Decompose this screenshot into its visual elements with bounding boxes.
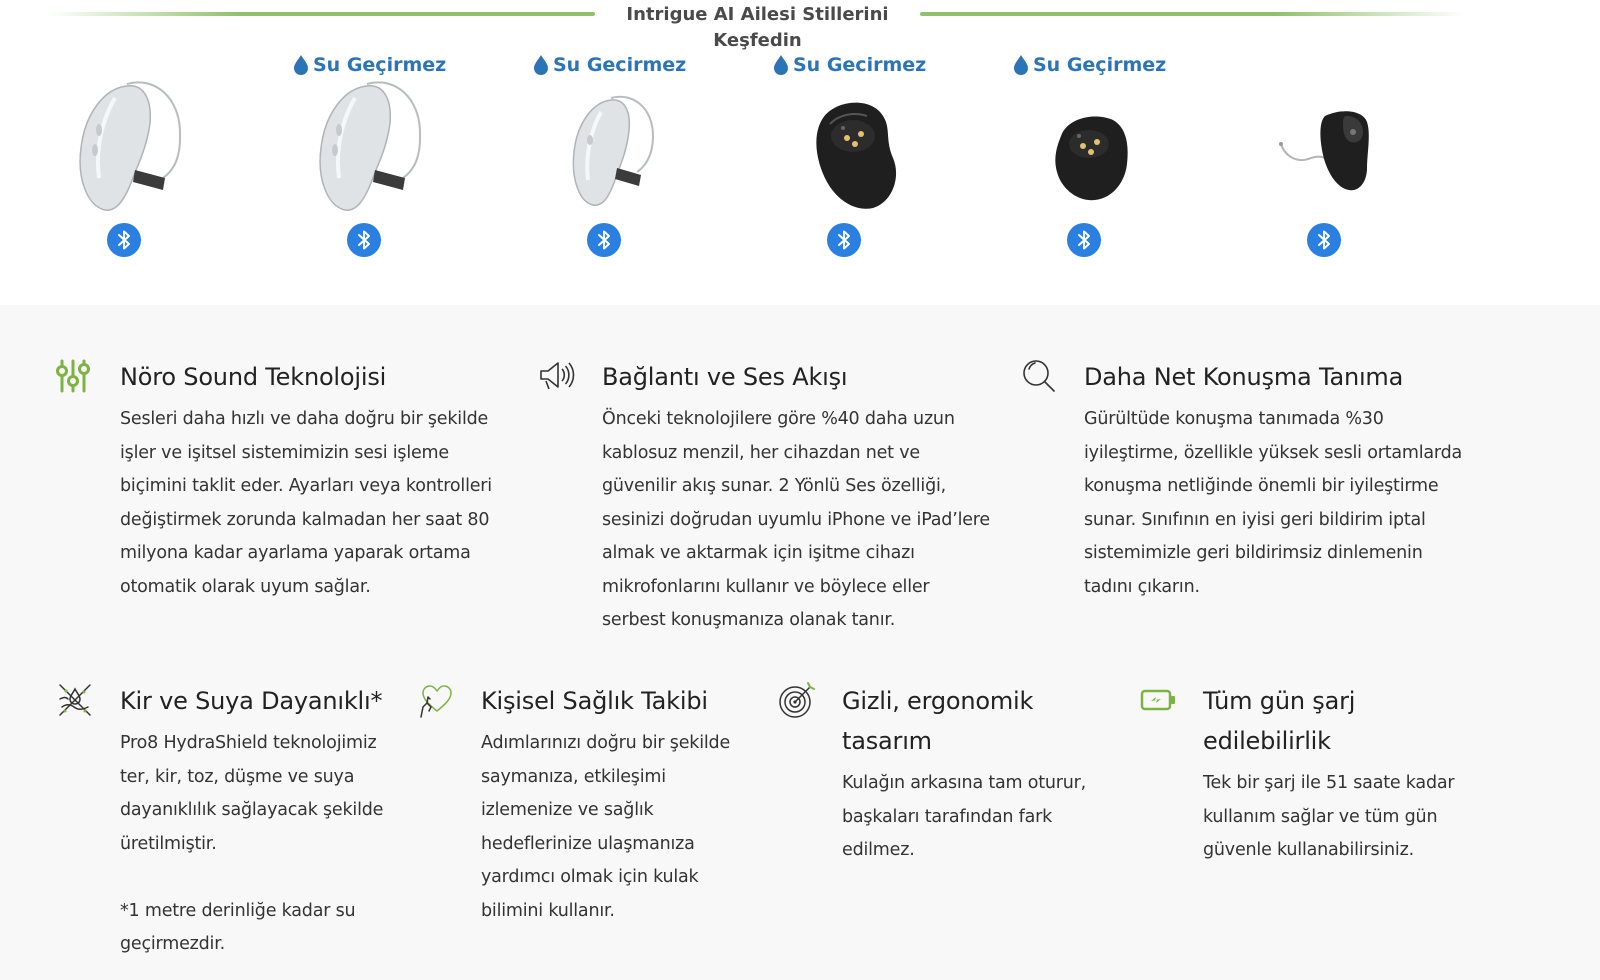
feature-description: Tek bir şarj ile 51 saate kadar kullanım sağlar ve tüm gün güvenle kullanabilirsiniz. [1203,773,1455,860]
product-card[interactable] [985,48,1185,268]
bluetooth-icon [1307,223,1341,257]
waterproof-badge [1012,54,1166,76]
section-title: Intrigue AI Ailesi Stillerini Keşfedin [626,4,889,51]
waterproof-label: Su Geçirmez [313,54,447,76]
battery-charging-icon [1139,681,1177,719]
ric-hearing-aid-silver-small-icon [535,78,675,218]
waterproof-label: Su Gecirmez [793,54,927,76]
ite-hearing-aid-black-icon [775,78,915,218]
water-drop-icon [772,54,790,76]
sliders-icon [56,357,94,395]
feature-title: Nöro Sound Teknolojisi [120,363,387,391]
waterproof-label: Su Gecirmez [553,54,687,76]
heart-health-icon [417,681,455,719]
feature-title: Gizli, ergonomik tasarım [842,687,1034,755]
cic-hearing-aid-black-icon [1255,78,1395,218]
feature-description: Sesleri daha hızlı ve daha doğru bir şekilde işler ve işitsel sistemimizin sesi işleme biçimini taklit eder. Ayarları veya kontrolleri değiştirmek zorunda kalmadan her saat 80 milyona kadar ayarlama yaparak ortama otomatik olarak uyum sağlar. [120,409,492,597]
feature-title: Kir ve Suya Dayanıklı* [120,687,383,715]
feature-description: Kulağın arkasına tam oturur, başkaları tarafından fark edilmez. [842,773,1087,860]
feature-title: Kişisel Sağlık Takibi [481,687,708,715]
feature-description: Pro8 HydraShield teknolojimiz ter, kir, toz, düşme ve suya dayanıklılık sağlayacak şekilde üretilmiştir. *1 metre derinliğe kadar su geçirmezdir. [120,733,384,954]
ric-hearing-aid-silver-icon [55,78,195,218]
water-drop-icon [532,54,550,76]
features-section [0,305,1600,980]
target-icon [778,681,816,719]
feature-description: Önceki teknolojilere göre %40 daha uzun kablosuz menzil, her cihazdan net ve güvenilir akış sunar. 2 Yönlü Ses özelliği, sesinizi doğrudan uyumlu iPhone ve iPad’lere almak ve aktarmak için işitme cihazı mikrofonlarını kullanır ve böylece eller serbest konuşmanıza olanak tanır. [602,409,990,630]
product-card[interactable] [265,48,465,268]
product-family-section [0,0,1600,305]
product-list [0,0,1600,305]
feature-title: Daha Net Konuşma Tanıma [1084,363,1404,391]
waterproof-badge [772,54,926,76]
bluetooth-icon [1067,223,1101,257]
product-card[interactable] [25,48,225,268]
waterproof-label: Su Geçirmez [1033,54,1167,76]
product-card[interactable] [1225,48,1425,268]
water-drop-icon [292,54,310,76]
water-drop-icon [1012,54,1030,76]
product-card[interactable] [745,48,945,268]
product-card[interactable] [505,48,705,268]
waterproof-badge [532,54,686,76]
itc-hearing-aid-black-icon [1015,78,1155,218]
bluetooth-icon [347,223,381,257]
feature-description: Adımlarınızı doğru bir şekilde saymanıza, etkileşimi izlemenize ve sağlık hedeflerinize ulaşmanıza yardımcı olmak için kulak bilimini kullanır. [481,733,731,921]
bluetooth-icon [827,223,861,257]
feature-description: Gürültüde konuşma tanımada %30 iyileştirme, özellikle yüksek sesli ortamlarda konuşma netliğinde önemli bir iyileştirme sunar. Sınıfının en iyisi geri bildirim iptal sistemimizle geri bildirimsiz dinlemenin tadını çıkarın. [1084,409,1463,597]
magnifier-icon [1020,357,1058,395]
waterproof-badge [292,54,446,76]
bluetooth-icon [587,223,621,257]
bluetooth-icon [107,223,141,257]
feature-title: Tüm gün şarj edilebilirlik [1203,687,1356,755]
speaker-waves-icon [538,357,576,395]
feature-title: Bağlantı ve Ses Akışı [602,363,848,391]
ric-hearing-aid-silver-icon [295,78,435,218]
dust-water-shield-icon [56,681,94,719]
